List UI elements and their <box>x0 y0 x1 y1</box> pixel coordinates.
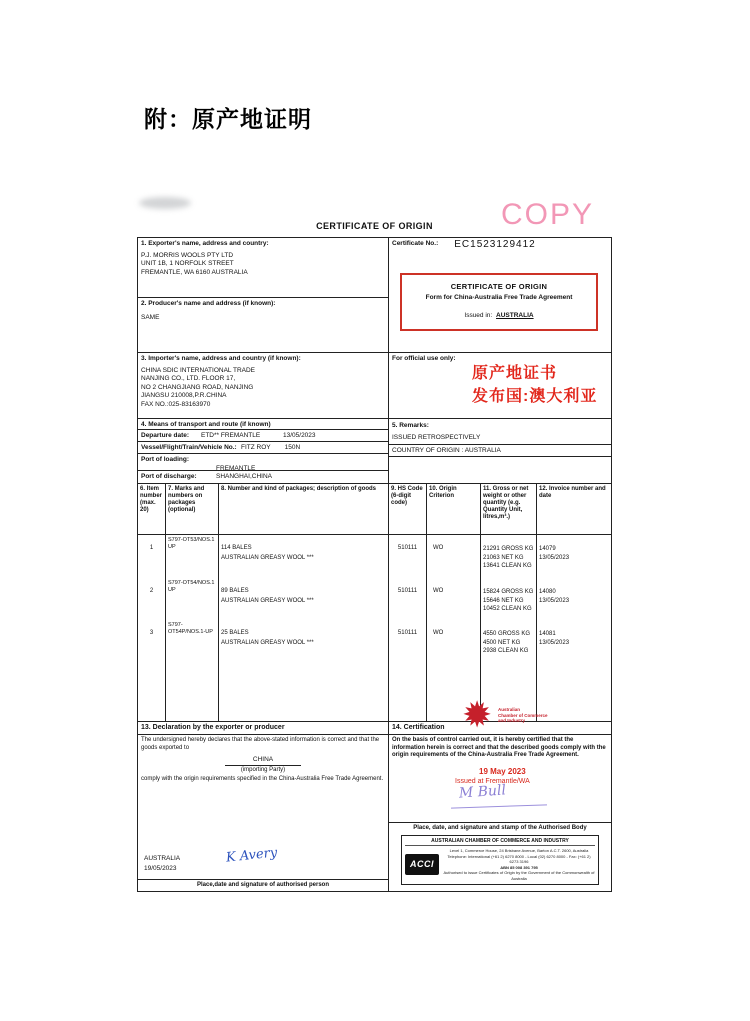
marks-line: S797- <box>168 622 183 628</box>
issued-in-value: AUSTRALIA <box>496 311 534 319</box>
declaration-place: AUSTRALIA <box>144 855 181 862</box>
producer-box <box>138 298 388 353</box>
departure-value: ETD** FREMANTLE <box>201 432 261 439</box>
chamber-abn: ABN 85 008 391 795 <box>500 864 538 870</box>
chamber-row <box>405 848 595 881</box>
importing-country-line <box>138 756 388 766</box>
issued-in-row <box>402 312 596 320</box>
goods-header-origin: 10. Origin Criterion <box>427 484 481 534</box>
chamber-seal-line: Chamber of Commerce <box>498 712 548 718</box>
chamber-address <box>443 848 595 881</box>
marks-line: UP <box>168 543 176 550</box>
importer-line: NO 2 CHANGJIANG ROAD, NANJING <box>141 383 254 391</box>
exporter-line: FREMANTLE, WA 6160 AUSTRALIA <box>141 268 248 276</box>
importer-label: 3. Importer's name, address and country (if known): <box>141 355 301 362</box>
description-cell <box>219 578 389 620</box>
official-use-label: For official use only: <box>392 355 456 362</box>
transport-box <box>138 419 388 483</box>
goods-description: AUSTRALIAN GREASY WOOL *** <box>221 640 314 647</box>
table-row <box>138 620 611 721</box>
chamber-address-line: Level 1, Commerce House, 24 Brisbane Avenue, Barton A.C.T. 2600, Australia <box>449 848 589 853</box>
goods-header-description: 8. Number and kind of packages; description of goods <box>219 484 389 534</box>
goods-table-body <box>138 535 611 722</box>
document-title: CERTIFICATE OF ORIGIN <box>316 221 433 231</box>
importing-country: CHINA <box>225 756 301 766</box>
clean-weight: 10452 CLEAN KG <box>483 606 532 612</box>
invoice-cell <box>537 578 611 620</box>
copy-stamp: COPY <box>501 198 595 231</box>
table-row <box>138 578 611 620</box>
hs-code: 510111 <box>389 578 427 620</box>
issued-in-label: Issued in: <box>464 311 493 319</box>
vessel-voyage: 150N <box>284 444 301 451</box>
transport-label: 4. Means of transport and route (if known) <box>138 419 388 430</box>
goods-description: AUSTRALIAN GREASY WOOL *** <box>221 555 314 562</box>
item-number: 2 <box>138 578 166 620</box>
declaration-date: 19/05/2023 <box>144 865 177 872</box>
page-title: 附：原产地证明 <box>144 106 312 132</box>
remarks-label: 5. Remarks: <box>392 422 429 429</box>
port-loading-value: FREMANTLE <box>216 464 256 472</box>
certification-label: 14. Certification <box>389 722 611 735</box>
origin-criterion: WO <box>427 535 481 578</box>
certification-date-stamp: 19 May 2023 <box>479 767 526 776</box>
goods-header-invoice: 12. Invoice number and date <box>539 486 606 499</box>
exporter-box <box>138 238 388 298</box>
certificate-number-value: EC1523129412 <box>454 239 536 250</box>
remarks-line: ISSUED RETROSPECTIVELY <box>389 432 611 445</box>
left-column <box>138 238 389 483</box>
chamber-seal-star-icon: ✹ <box>462 694 493 735</box>
gross-weight: 21291 GROSS KG <box>483 546 534 552</box>
exporter-line: P.J. MORRIS WOOLS PTY LTD <box>141 251 234 259</box>
chamber-name: AUSTRALIAN CHAMBER OF COMMERCE AND INDUSTRY <box>405 838 595 846</box>
invoice-number: 14079 <box>539 546 556 552</box>
invoice-date: 13/05/2023 <box>539 639 570 646</box>
chamber-address-line: Telephone: International (+61 2) 6270 8000 - Local (02) 6270 8000 - Fax: (+61 2) 6273 3196 <box>447 853 591 864</box>
goods-header-marks: 7. Marks and numbers on packages (optional) <box>166 484 219 534</box>
remarks-line: COUNTRY OF ORIGIN : AUSTRALIA <box>389 445 611 458</box>
net-weight: 21063 NET KG <box>483 554 524 561</box>
red-box-title: CERTIFICATE OF ORIGIN <box>450 282 548 291</box>
marks-cell <box>166 578 219 620</box>
goods-header-weight: 11. Gross or net weight or other quantity (e.g. Quantity Unit, litres,m³.) <box>481 484 537 534</box>
scan-smudge <box>139 197 191 209</box>
marks-line: S797-OT53/NOS.1 <box>168 537 215 543</box>
issued-at-stamp: Issued at Fremantle/WA <box>455 778 530 785</box>
departure-label: Departure date: <box>141 432 190 439</box>
port-discharge-row <box>138 471 388 482</box>
vessel-row <box>138 442 388 454</box>
chinese-red-line: 原产地证书 <box>472 365 558 382</box>
chamber-seal-text <box>498 707 548 724</box>
clean-weight: 13641 CLEAN KG <box>483 563 532 569</box>
goods-header-item: 6. Item number (max. 20) <box>138 484 166 534</box>
weight-cell <box>481 535 537 578</box>
declaration-box <box>138 722 389 891</box>
certificate-number-box <box>389 238 611 353</box>
clean-weight: 2938 CLEAN KG <box>483 648 529 654</box>
hs-code: 510111 <box>389 620 427 721</box>
chinese-red-stamp <box>472 362 597 408</box>
red-box-subtitle: Form for China-Australia Free Trade Agreement <box>425 294 573 301</box>
declaration-label: 13. Declaration by the exporter or producer <box>138 722 388 735</box>
marks-cell <box>166 535 219 578</box>
marks-line: UP <box>168 586 176 593</box>
goods-table-header <box>138 484 611 535</box>
exporter-label: 1. Exporter's name, address and country: <box>141 240 269 247</box>
gross-weight: 4550 GROSS KG <box>483 631 531 637</box>
importer-line: NANJING CO., LTD. FLOOR 17, <box>141 375 236 383</box>
invoice-cell <box>537 535 611 578</box>
chamber-seal-line: and Industry <box>498 718 526 723</box>
invoice-number: 14080 <box>539 589 556 595</box>
certificate-number-label: Certificate No.: <box>392 240 439 247</box>
item-number: 3 <box>138 620 166 721</box>
port-loading-label: Port of loading: <box>141 456 190 463</box>
description-cell <box>219 620 389 721</box>
vessel-value: FITZ ROY <box>241 444 271 451</box>
importer-line: JIANGSU 210008,P.R.CHINA <box>141 392 227 400</box>
table-row <box>138 535 611 578</box>
package-count: 25 BALES <box>221 630 249 636</box>
port-discharge-label: Port of discharge: <box>141 473 197 480</box>
producer-label: 2. Producer's name and address (if known): <box>141 300 276 307</box>
departure-date: 13/05/2023 <box>283 432 316 439</box>
marks-line: OT54P/NOS.1-UP <box>168 628 213 635</box>
description-cell <box>219 535 389 578</box>
item-number: 1 <box>138 535 166 578</box>
origin-criterion: WO <box>427 578 481 620</box>
chamber-seal-line: Australian <box>498 707 521 712</box>
chamber-address-line: Authorised to issue Certificates of Origin by the Government of the Commonwealth of Australia <box>443 870 595 881</box>
importer-line: CHINA SDIC INTERNATIONAL TRADE <box>141 366 256 374</box>
marks-cell <box>166 620 219 721</box>
invoice-date: 13/05/2023 <box>539 597 570 604</box>
invoice-date: 13/05/2023 <box>539 554 570 561</box>
invoice-cell <box>537 620 611 721</box>
remarks-box <box>389 419 611 483</box>
importer-line: FAX NO.:025-83163970 <box>141 400 211 408</box>
departure-row <box>138 430 388 442</box>
port-discharge-value: SHANGHAI,CHINA <box>216 473 272 480</box>
top-section <box>138 238 611 484</box>
authorised-body-footer: Place, date, and signature and stamp of the Authorised Body <box>389 822 611 834</box>
official-use-box <box>389 353 611 419</box>
bottom-section <box>138 722 611 891</box>
declaration-text-2: comply with the origin requirements specified in the China-Australia Free Trade Agreement. <box>141 776 384 783</box>
net-weight: 4500 NET KG <box>483 639 521 646</box>
acci-logo: ACCI <box>405 854 439 875</box>
gross-weight: 15824 GROSS KG <box>483 589 534 595</box>
port-loading-row <box>138 454 388 471</box>
certificate-number-row <box>392 240 608 251</box>
vessel-label: Vessel/Flight/Train/Vehicle No.: <box>141 444 237 451</box>
signature-underline <box>451 804 547 808</box>
weight-cell <box>481 578 537 620</box>
agreement-red-box <box>400 273 598 331</box>
producer-value: SAME <box>141 313 160 321</box>
declaration-footer: Place,date and signature of authorised person <box>138 879 388 891</box>
right-column <box>389 238 611 483</box>
marks-line: S797-OT54/NOS.1 <box>168 580 215 586</box>
certification-text: On the basis of control carried out, it is hereby certified that the information herein is correct and that the described goods comply with the origin requirements of the China-Australia Free Trade Agreement. <box>392 737 606 759</box>
certificate-form <box>137 237 612 892</box>
package-count: 114 BALES <box>221 545 252 551</box>
invoice-number: 14081 <box>539 631 556 637</box>
certification-box <box>389 722 611 891</box>
importer-box <box>138 353 388 419</box>
chamber-stamp-box <box>401 835 599 885</box>
declaration-text-1: The undersigned hereby declares that the above-stated information is correct and that the goods exported to <box>141 737 380 751</box>
hs-code: 510111 <box>389 535 427 578</box>
goods-header-hs-code: 9. HS Code (6-digit code) <box>389 484 427 534</box>
net-weight: 15646 NET KG <box>483 597 524 604</box>
importing-party-caption: (importing Party) <box>240 767 286 774</box>
goods-description: AUSTRALIAN GREASY WOOL *** <box>221 598 314 605</box>
origin-criterion: WO <box>427 620 481 721</box>
chinese-red-line: 发布国:澳大利亚 <box>472 388 598 405</box>
authorised-body-signature: M Bull <box>458 782 507 802</box>
package-count: 89 BALES <box>221 588 249 594</box>
exporter-signature: K Avery <box>225 845 278 866</box>
exporter-line: UNIT 1B, 1 NORFOLK STREET <box>141 260 234 268</box>
